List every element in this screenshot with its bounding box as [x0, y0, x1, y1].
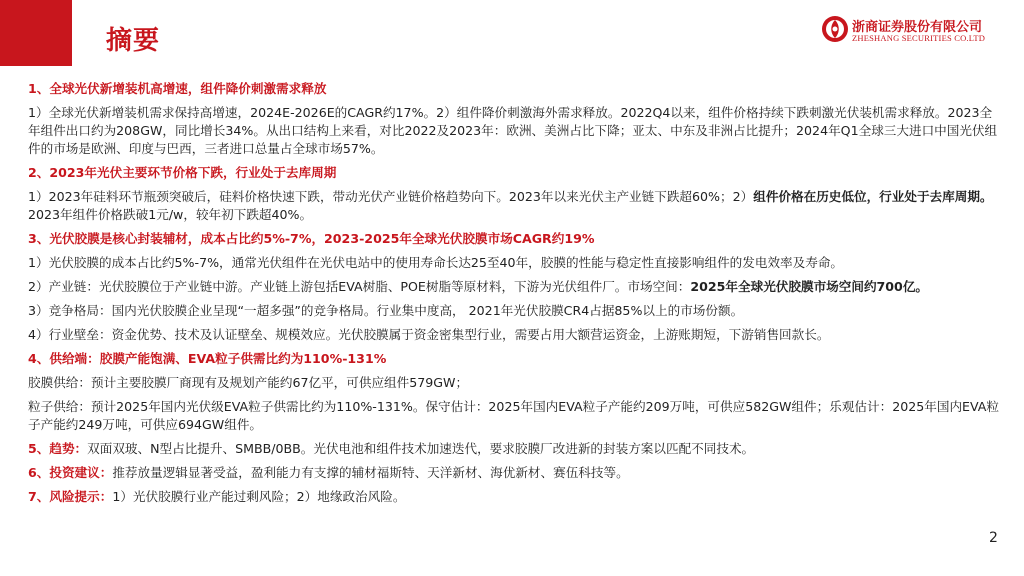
- section-3-paragraph-1: 1）光伏胶膜的成本占比约5%-7%，通常光伏组件在光伏电站中的使用寿命长达25至40年，胶膜的性能与稳定性直接影响组件的发电效率及寿命。: [28, 255, 844, 270]
- section-6-line: [28, 464, 1000, 482]
- section-2-text-c: 2023年组件价格跌破1元/w，较年初下跌超40%。: [28, 207, 313, 222]
- section-2-emphasis: 组件价格在历史低位，行业处于去库周期。: [753, 189, 993, 204]
- section-3-paragraph-2: [28, 278, 1000, 296]
- page-title: 摘要: [106, 26, 161, 56]
- section-1-heading: 1、全球光伏新增装机高增速，组件降价刺激需求释放: [28, 81, 327, 96]
- section-3-paragraph-4: 4）行业壁垒：资金优势、技术及认证壁垒、规模效应。光伏胶膜属于资金密集型行业，需要占用大额营运资金，上游账期短，下游销售回款长。: [28, 327, 830, 342]
- section-2-heading: 2、2023年光伏主要环节价格下跌，行业处于去库周期: [28, 165, 337, 180]
- section-5-line: [28, 440, 1000, 458]
- section-1-paragraph: 1）全球光伏新增装机需求保持高增速，2024E-2026E的CAGR约17%。2）组件降价刺激海外需求释放。2022Q4以来，组件价格持续下跌刺激光伏装机需求释放。2023全年组件出口约为208GW，同比增长34%。从出口结构上来看，对比2022及2023年：欧洲、美洲占比下降；亚太、中东及非洲占比提升；2024年Q1全球三大进口中国光伏组件的市场是欧洲、印度与巴西，三者进口总量占全球市场57%。: [28, 105, 998, 156]
- section-3-p2-emphasis: 2025年全球光伏胶膜市场空间约700亿。: [690, 279, 929, 294]
- zheshang-logo-icon: [820, 14, 850, 44]
- section-3-p2-text: 2）产业链：光伏胶膜位于产业链中游。产业链上游包括EVA树脂、POE树脂等原材料，下游为光伏组件厂。市场空间：: [28, 279, 691, 294]
- section-7-line: [28, 488, 1000, 506]
- section-5-label: 5、趋势：: [28, 441, 88, 456]
- section-3-heading: 3、光伏胶膜是核心封装辅材，成本占比约5%-7%，2023-2025年全球光伏胶膜市场CAGR约19%: [28, 231, 595, 246]
- logo-company-name-en: ZHESHANG SECURITIES CO.LTD: [852, 33, 986, 43]
- page-number: 2: [989, 530, 998, 546]
- section-2-paragraph: [28, 188, 1000, 224]
- section-7-label: 7、风险提示：: [28, 489, 113, 504]
- header-red-block: [0, 0, 72, 66]
- section-5-text: 双面双玻、N型占比提升、SMBB/0BB。光伏电池和组件技术加速迭代，要求胶膜厂改进新的封装方案以匹配不同技术。: [87, 441, 755, 456]
- company-logo: [820, 14, 1020, 48]
- summary-content: [28, 80, 1000, 512]
- section-4-heading: 4、供给端：胶膜产能饱满、EVA粒子供需比约为110%-131%: [28, 351, 387, 366]
- section-6-text: 推荐放量逻辑显著受益，盈利能力有支撑的辅材福斯特、天洋新材、海优新材、赛伍科技等。: [112, 465, 629, 480]
- logo-company-name-cn: 浙商证券股份有限公司: [852, 20, 983, 35]
- section-2-text-a: 1）2023年硅料环节瓶颈突破后，硅料价格快速下跌，带动光伏产业链价格趋势向下。2023年以来光伏主产业链下跌超60%；2）: [28, 189, 754, 204]
- section-7-text: 1）光伏胶膜行业产能过剩风险；2）地缘政治风险。: [112, 489, 406, 504]
- section-6-label: 6、投资建议：: [28, 465, 113, 480]
- section-4-paragraph-2: 粒子供给：预计2025年国内光伏级EVA粒子供需比约为110%-131%。保守估计：2025年国内EVA粒子产能约209万吨，可供应582GW组件；乐观估计：2025年国内EVA粒子产能约249万吨，可供应694GW组件。: [28, 399, 1000, 432]
- section-4-paragraph-1: 胶膜供给：预计主要胶膜厂商现有及规划产能约67亿平，可供应组件579GW；: [28, 375, 469, 390]
- section-3-paragraph-3: 3）竞争格局：国内光伏胶膜企业呈现“一超多强”的竞争格局。行业集中度高， 2021年光伏胶膜CR4占据85%以上的市场份额。: [28, 303, 744, 318]
